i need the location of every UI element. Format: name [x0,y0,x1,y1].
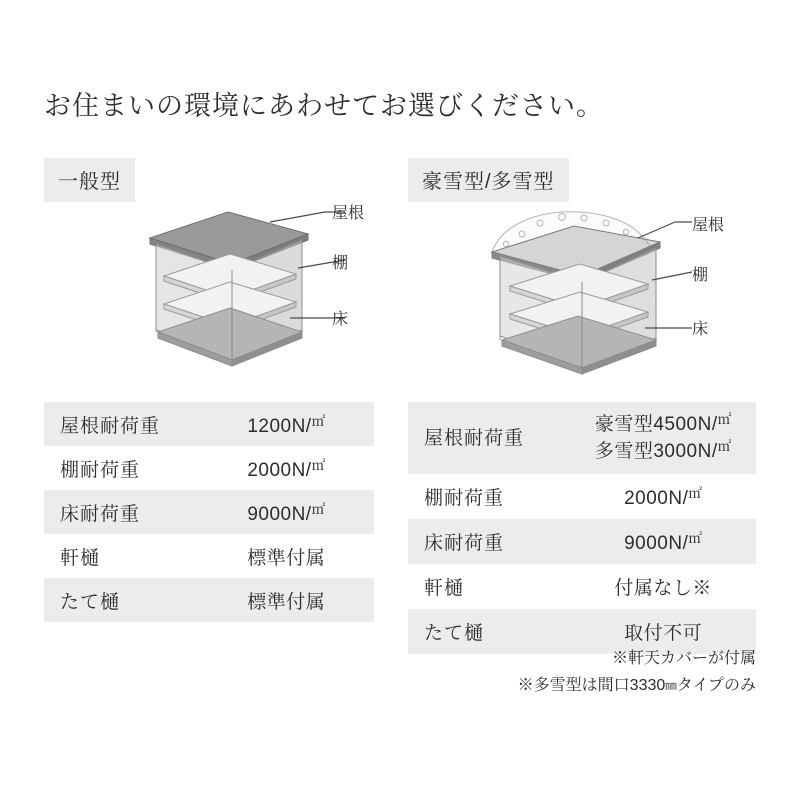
callout-roof-general: 屋根 [332,205,365,222]
callout-floor-heavy-snow: 床 [692,321,709,338]
spec-key: 床耐荷重 [44,490,199,534]
spec-key: 棚耐荷重 [44,446,199,490]
footnote-1: ※軒天カバーが付属 [611,650,756,667]
spec-value: 標準付属 [199,534,374,578]
table-row [408,474,756,519]
spec-value: 1200N/㎡ [199,402,374,446]
table-row [44,402,374,446]
callout-shelf-heavy-snow: 棚 [692,267,709,284]
spec-key: たて樋 [44,578,199,622]
callout-floor-general: 床 [332,311,349,328]
callout-shelf-general: 棚 [332,255,349,272]
footnotes [408,645,756,699]
spec-key: 軒樋 [44,534,199,578]
spec-key: 床耐荷重 [408,519,570,564]
spec-value: 9000N/㎡ [199,490,374,534]
spec-key: たて樋 [408,609,570,654]
spec-key: 軒樋 [408,564,570,609]
spec-key: 屋根耐荷重 [44,402,199,446]
spec-table-general [44,402,374,622]
footnote-2: ※多雪型は間口3330㎜タイプのみ [517,677,756,695]
spec-value: 標準付属 [199,578,374,622]
page-title: お住まいの環境にあわせてお選びください。 [44,91,604,121]
spec-table-heavy-snow [408,402,756,654]
spec-value: 2000N/㎡ [199,446,374,490]
callout-roof-heavy-snow: 屋根 [692,217,725,234]
table-row [44,578,374,622]
spec-key: 棚耐荷重 [408,474,570,519]
table-row [408,564,756,609]
illustration-general-type [120,190,410,380]
table-row [44,534,374,578]
table-row [44,446,374,490]
column-title-heavy-snow: 豪雪型/多雪型 [408,158,569,202]
table-row [408,402,756,474]
spec-value: 豪雪型4500N/㎡ 多雪型3000N/㎡ [570,402,756,474]
spec-value: 取付不可 [570,609,756,654]
column-title-general: 一般型 [44,158,135,202]
spec-value: 2000N/㎡ [570,474,756,519]
spec-value: 付属なし※ [570,564,756,609]
table-row [408,519,756,564]
spec-key: 屋根耐荷重 [408,402,570,474]
spec-value: 9000N/㎡ [570,519,756,564]
table-row [44,490,374,534]
